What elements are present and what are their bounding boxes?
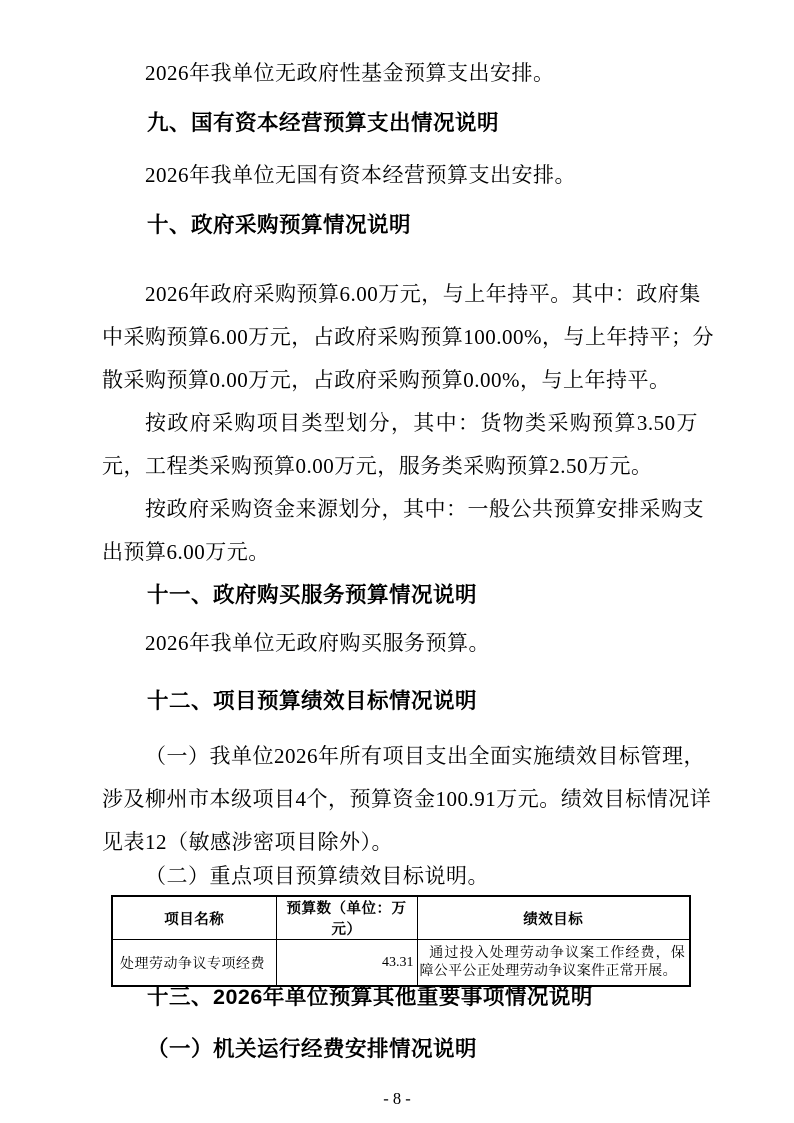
paragraph-line: 元，工程类采购预算0.00万元，服务类采购预算2.50万元。 bbox=[102, 454, 653, 478]
paragraph-line: 出预算6.00万元。 bbox=[102, 540, 270, 564]
cell-project-name: 处理劳动争议专项经费 bbox=[112, 940, 276, 987]
performance-target-table bbox=[111, 895, 691, 987]
paragraph-line-state-capital: 2026年我单位无国有资本经营预算支出安排。 bbox=[145, 163, 576, 187]
table-row bbox=[112, 940, 690, 987]
page-number: - 8 - bbox=[383, 1089, 411, 1108]
paragraph-line: 按政府采购资金来源划分，其中：一般公共预算安排采购支 bbox=[145, 497, 704, 521]
subsection-heading-13-1: （一）机关运行经费安排情况说明 bbox=[147, 1037, 478, 1061]
section-heading-9: 九、国有资本经营预算支出情况说明 bbox=[147, 111, 500, 135]
paragraph-line: 涉及柳州市本级项目4个，预算资金100.91万元。绩效目标情况详 bbox=[102, 787, 712, 811]
col-header-project-name: 项目名称 bbox=[112, 896, 276, 940]
col-header-budget-amount: 预算数（单位：万元） bbox=[276, 896, 417, 940]
section-heading-10: 十、政府采购预算情况说明 bbox=[147, 213, 412, 237]
section-heading-13: 十三、2026年单位预算其他重要事项情况说明 bbox=[147, 985, 593, 1009]
paragraph-line: 中采购预算6.00万元，占政府采购预算100.00%，与上年持平；分 bbox=[102, 325, 714, 349]
section-heading-11: 十一、政府购买服务预算情况说明 bbox=[147, 583, 478, 607]
paragraph-line: 按政府采购项目类型划分，其中：货物类采购预算3.50万 bbox=[145, 411, 698, 435]
cell-performance-target: 通过投入处理劳动争议案工作经费，保障公平公正处理劳动争议案件正常开展。 bbox=[417, 940, 690, 987]
section-heading-12: 十二、项目预算绩效目标情况说明 bbox=[147, 689, 478, 713]
paragraph-line: 2026年政府采购预算6.00万元，与上年持平。其中：政府集 bbox=[145, 282, 701, 306]
table-header-row bbox=[112, 896, 690, 940]
cell-budget-amount: 43.31 bbox=[276, 940, 417, 987]
col-header-performance-target: 绩效目标 bbox=[417, 896, 690, 940]
paragraph-line: 散采购预算0.00万元，占政府采购预算0.00%，与上年持平。 bbox=[102, 368, 671, 392]
paragraph-line-fund-budget: 2026年我单位无政府性基金预算支出安排。 bbox=[145, 61, 555, 85]
paragraph-line: （一）我单位2026年所有项目支出全面实施绩效目标管理， bbox=[145, 744, 705, 768]
paragraph-line-purchase-service: 2026年我单位无政府购买服务预算。 bbox=[145, 631, 490, 655]
paragraph-line: 见表12（敏感涉密项目除外）。 bbox=[102, 830, 393, 854]
paragraph-line-key-project: （二）重点项目预算绩效目标说明。 bbox=[145, 864, 489, 888]
